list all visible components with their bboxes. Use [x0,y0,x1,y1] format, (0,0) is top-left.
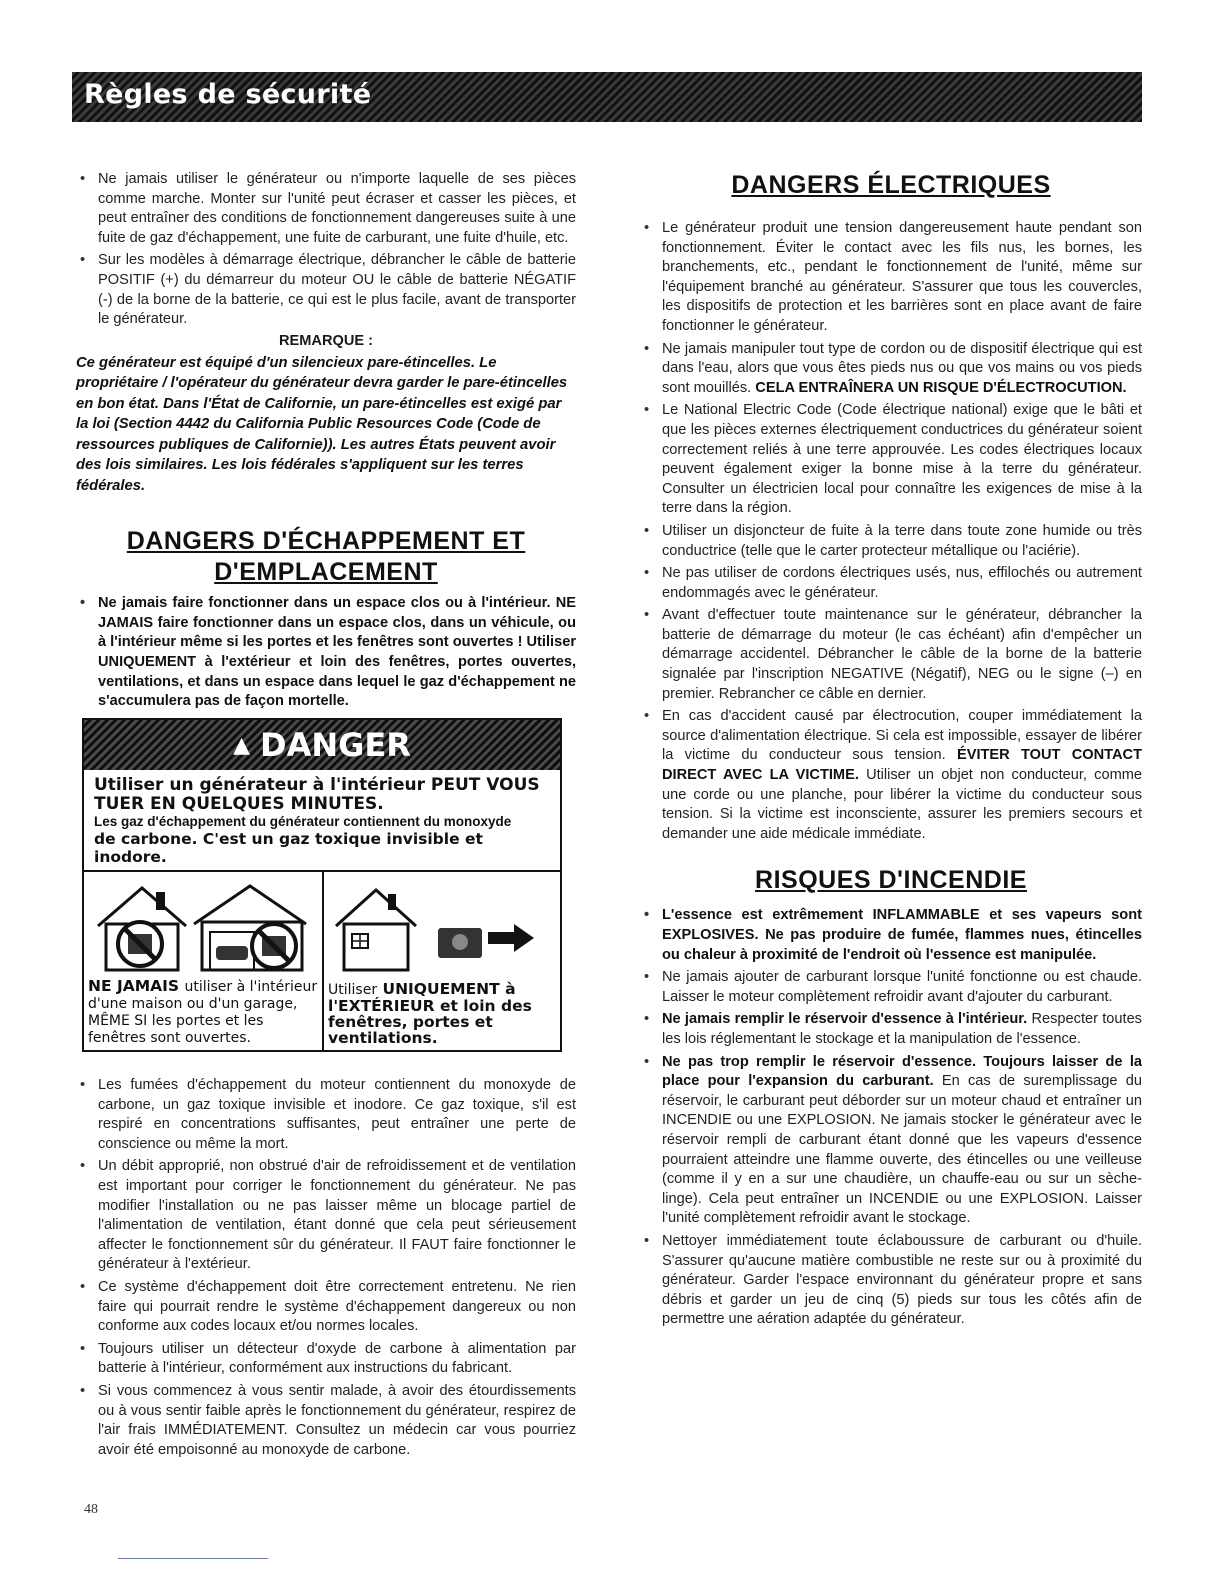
list-item: • Utiliser un disjoncteur de fuite à la terre dans toute zone humide ou très conductrice (telle que le carter protecteur métallique ou l'aciérie). [640,522,1142,561]
right-column [640,170,1142,1333]
pictogram-caption-indoor: NE JAMAIS utiliser à l'intérieur d'une maison ou d'un garage, MÊME SI les portes et les fenêtres sont ouvertes. [88,977,318,1046]
list-item: • Un débit approprié, non obstrué d'air de refroidissement et de ventilation est important pour corriger le fonctionnement du générateur. Ne pas modifier l'installation ou ne pas laisser même un blocage partiel de l'alimentation de ventilation, étant donné que cela peut sérieusement affecter le fonctionnement sûr du générateur. Il FAUT faire fonctionner le générateur à l'extérieur. [76,1157,576,1275]
page-number: 48 [84,1502,98,1517]
danger-message [84,770,560,872]
list-item: • Ne pas trop remplir le réservoir d'essence. Toujours laisser de la place pour l'expansion du carburant. En cas de suremplissage du réservoir, le carburant peut déborder sur un moteur chaud et entraîner un INCENDIE ou une EXPLOSION. Ne jamais stocker le générateur avec le réservoir rempli de carburant étant donné que les vapeurs d'essence pourraient atteindre une flamme ouverte, des étincelles ou une veilleuse (comme il y en a sur une chaudière, un chauffe-eau ou sur un sèche-linge). Cela peut entraîner un INCENDIE ou une EXPLOSION. Laisser l'unité complètement refroidir avant le stockage. [640,1053,1142,1229]
list-item: • En cas d'accident causé par électrocution, couper immédiatement la source d'alimentation électrique. Si cela est impossible, essayer de libérer la victime du conducteur sous tension. ÉVITER TOUT CONTACT DIRECT AVEC LA VICTIME. Utiliser un objet non conducteur, comme une corde ou une planche, pour libérer la victime du conducteur sous tension. Si la victime est inconsciente, assurer les premiers secours et demander une aide médicale immédiate. [640,707,1142,844]
fire-bullet-list [640,906,1142,1329]
list-item: • Ne jamais manipuler tout type de cordon ou de dispositif électrique qui est dans l'eau, alors que vous êtes pieds nus ou que vos mains ou vos pieds sont mouillés. CELA ENTRAÎNERA UN RISQUE D'ÉLECTROCUTION. [640,340,1142,399]
left-column [76,170,576,715]
danger-line-3: de carbone. C'est un gaz toxique invisible et inodore. [94,830,483,866]
list-item: • Nettoyer immédiatement toute éclaboussure de carburant ou d'huile. S'assurer qu'aucune matière combustible ne reste sur ou à proximité du générateur. Garder l'espace environnant du générateur propre et sans débris et garder un jeu de cinq (5) pieds sur tous les côtés afin de permettre une aération adaptée du générateur. [640,1232,1142,1330]
list-item: • Ne jamais utiliser le générateur ou n'importe laquelle de ses pièces comme marche. Monter sur l'unité peut écraser et casser les pièces, et peut entraîner des conditions de fonctionnement dangereuses suite à une fuite de gaz d'échappement, une fuite de carburant, une fuite d'huile, etc. [76,170,576,248]
danger-line-1: Utiliser un générateur à l'intérieur PEUT VOUS TUER EN QUELQUES MINUTES. [94,775,540,814]
pictogram-indoor-prohibited [84,872,324,1050]
list-item: • Si vous commencez à vous sentir malade, à avoir des étourdissements ou à vous sentir faible après le fonctionnement du générateur, respirez de l'air frais IMMÉDIATEMENT. Consultez un médecin car vous pourriez avoir été empoisonné au monoxyde de carbone. [76,1382,576,1460]
pictogram-caption-outdoor: Utiliser UNIQUEMENT à l'EXTÉRIEUR et loin des fenêtres, portes et ventilations. [328,980,532,1047]
house-generator-outside-icon [332,878,552,974]
list-item: • Ne jamais faire fonctionner dans un espace clos ou à l'intérieur. NE JAMAIS faire fonctionner dans un espace clos, dans un véhicule, ou à l'intérieur même si les portes et les fenêtres sont ouvertes ! Utiliser UNIQUEMENT à l'extérieur et loin des fenêtres, portes ouvertes, ventilations, et dans un espace dans lequel le gaz d'échappement ne s'accumulera pas de façon mortelle. [76,594,576,712]
list-item: • Les fumées d'échappement du moteur contiennent du monoxyde de carbone, un gaz toxique invisible et inodore. Ce gaz toxique, s'il est respiré en concentrations suffisantes, peut entraîner une perte de conscience ou même la mort. [76,1076,576,1154]
list-item: • Avant d'effectuer toute maintenance sur le générateur, débrancher la batterie de démarrage du moteur (le cas échéant) afin d'empêcher un démarrage accidentel. Débrancher le câble de la borne de la batterie signalée par l'inscription NEGATIVE (Négatif), NEG ou le signe (–) en premier. Rebrancher ce câble en dernier. [640,606,1142,704]
exhaust-bullet-list [76,594,576,712]
danger-line-2: Les gaz d'échappement du générateur contiennent du monoxyde [94,814,512,829]
danger-warning-box [82,718,562,1052]
list-item: • Ne jamais remplir le réservoir d'essence à l'intérieur. Respecter toutes les lois réglementant le stockage et la manipulation de l'essence. [640,1010,1142,1049]
remark-text: Ce générateur est équipé d'un silencieux pare-étincelles. Le propriétaire / l'opérateur du générateur devra garder le pare-étincelles en bon état. Dans l'État de Californie, un pare-étincelles est exigé par la loi (Section 4442 du California Public Resources Code (Code de ressources publiques de Californie)). Les autres États peuvent avoir des lois similaires. Les lois fédérales s'appliquent sur les terres fédérales. [76,354,568,494]
list-item: • Ce système d'échappement doit être correctement entretenu. Ne rien faire qui pourrait rendre le système d'échappement dangereux ou non conforme aux codes locaux et/ou normes locales. [76,1278,576,1337]
remark-label: REMARQUE : [278,332,374,349]
danger-pictograms [84,872,560,1050]
list-item: • Toujours utiliser un détecteur d'oxyde de carbone à alimentation par batterie à l'intérieur, conformément aux instructions du fabricant. [76,1340,576,1379]
list-item: • L'essence est extrêmement INFLAMMABLE et ses vapeurs sont EXPLOSIVES. Ne pas produire de fumée, flammes nues, étincelles ou chaleur à proximité de l'endroit où l'essence est manipulée. [640,906,1142,965]
danger-heading [84,720,560,770]
house-garage-prohibited-icon [92,878,312,974]
intro-bullet-list [76,170,576,330]
danger-heading-text: DANGER [260,726,411,764]
section-header-bar [72,72,1142,122]
electric-bullet-list [640,219,1142,844]
electric-section-title: DANGERS ÉLECTRIQUES [731,171,1051,199]
exhaust-section-title [76,526,576,588]
warning-triangle-icon: ▲ [233,732,251,758]
exhaust-detail-bullet-list [76,1076,576,1460]
pictogram-outdoor-only [324,872,560,1050]
list-item: • Le National Electric Code (Code électrique national) exige que le bâti et que les pièces externes électriquement conductrices du générateur soient correctement reliés à une terre approuvée. Les codes électriques locaux peuvent également exiger la bonne mise à la terre du générateur. Consulter un électricien local pour connaître les exigences de mise à la terre dans la région. [640,401,1142,519]
fire-section-title: RISQUES D'INCENDIE [755,866,1027,895]
exhaust-title-line1: DANGERS D'ÉCHAPPEMENT ET [126,527,526,556]
list-item: • Ne pas utiliser de cordons électriques usés, nus, effilochés ou autrement endommagés avec le générateur. [640,564,1142,603]
list-item: • Ne jamais ajouter de carburant lorsque l'unité fonctionne ou est chaude. Laisser le moteur complètement refroidir avant d'ajouter du carburant. [640,968,1142,1007]
exhaust-title-line2: D'EMPLACEMENT [214,558,438,587]
list-item: • Le générateur produit une tension dangereusement haute pendant son fonctionnement. Éviter le contact avec les fils nus, les bornes, les branchements, etc., pendant le fonctionnement de l'unité, même sur l'équipement branché au générateur. S'assurer que tous les couvercles, les dispositifs de protection et les barrières sont en place avant de faire fonctionner le générateur. [640,219,1142,337]
page-title: Règles de sécurité [84,79,372,110]
left-lower-column [76,1076,576,1463]
footer-divider [118,1558,268,1559]
list-item: • Sur les modèles à démarrage électrique, débrancher le câble de batterie POSITIF (+) du démarreur du moteur OU le câble de batterie NÉGATIF (-) de la borne de la batterie, ce qui est le plus facile, avant de transporter le générateur. [76,251,576,329]
